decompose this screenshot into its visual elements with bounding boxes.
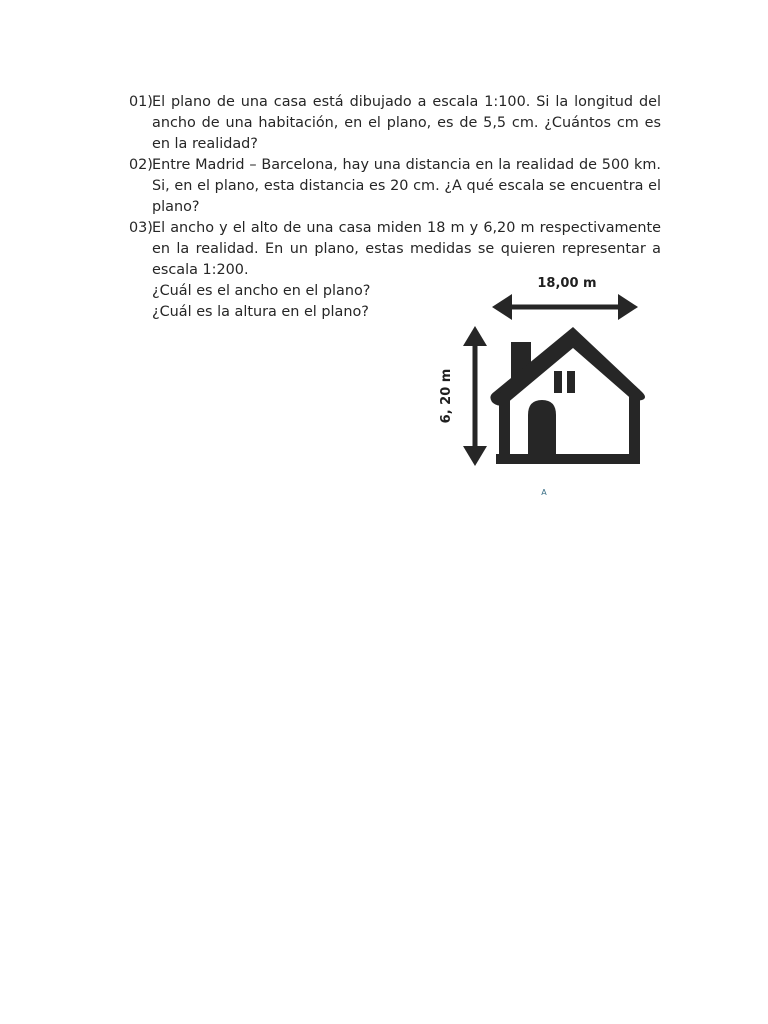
question-item [129, 92, 661, 155]
question-text: Entre Madrid – Barcelona, hay una distancia en la realidad de 500 km. Si, en el plano, esta distancia es 20 cm. ¿A qué escala se encuentra el plano? [152, 157, 661, 215]
width-dimension-label: 18,00 m [537, 276, 597, 291]
width-arrow-icon [492, 294, 638, 320]
height-dimension-label: 6, 20 m [439, 368, 454, 424]
sub-question-height: ¿Cuál es la altura en el plano? [152, 304, 369, 320]
house-dimension-figure [430, 270, 660, 500]
question-number: 03) [129, 220, 153, 236]
question-number: 01) [129, 94, 153, 110]
question-item [129, 155, 661, 218]
question-number: 02) [129, 157, 153, 173]
question-text: El plano de una casa está dibujado a escala 1:100. Si la longitud del ancho de una habitación, en el plano, es de 5,5 cm. ¿Cuántos cm es en la realidad? [152, 94, 661, 152]
height-arrow-icon [463, 326, 487, 466]
sub-question-width: ¿Cuál es el ancho en el plano? [152, 283, 371, 299]
figure-caption: A [541, 488, 547, 497]
house-diagram [430, 270, 660, 500]
question-text: El ancho y el alto de una casa miden 18 m y 6,20 m respectivamente en la realidad. En un plano, estas medidas se quieren representar a escala 1:200. [152, 220, 661, 278]
house-icon [490, 327, 645, 464]
